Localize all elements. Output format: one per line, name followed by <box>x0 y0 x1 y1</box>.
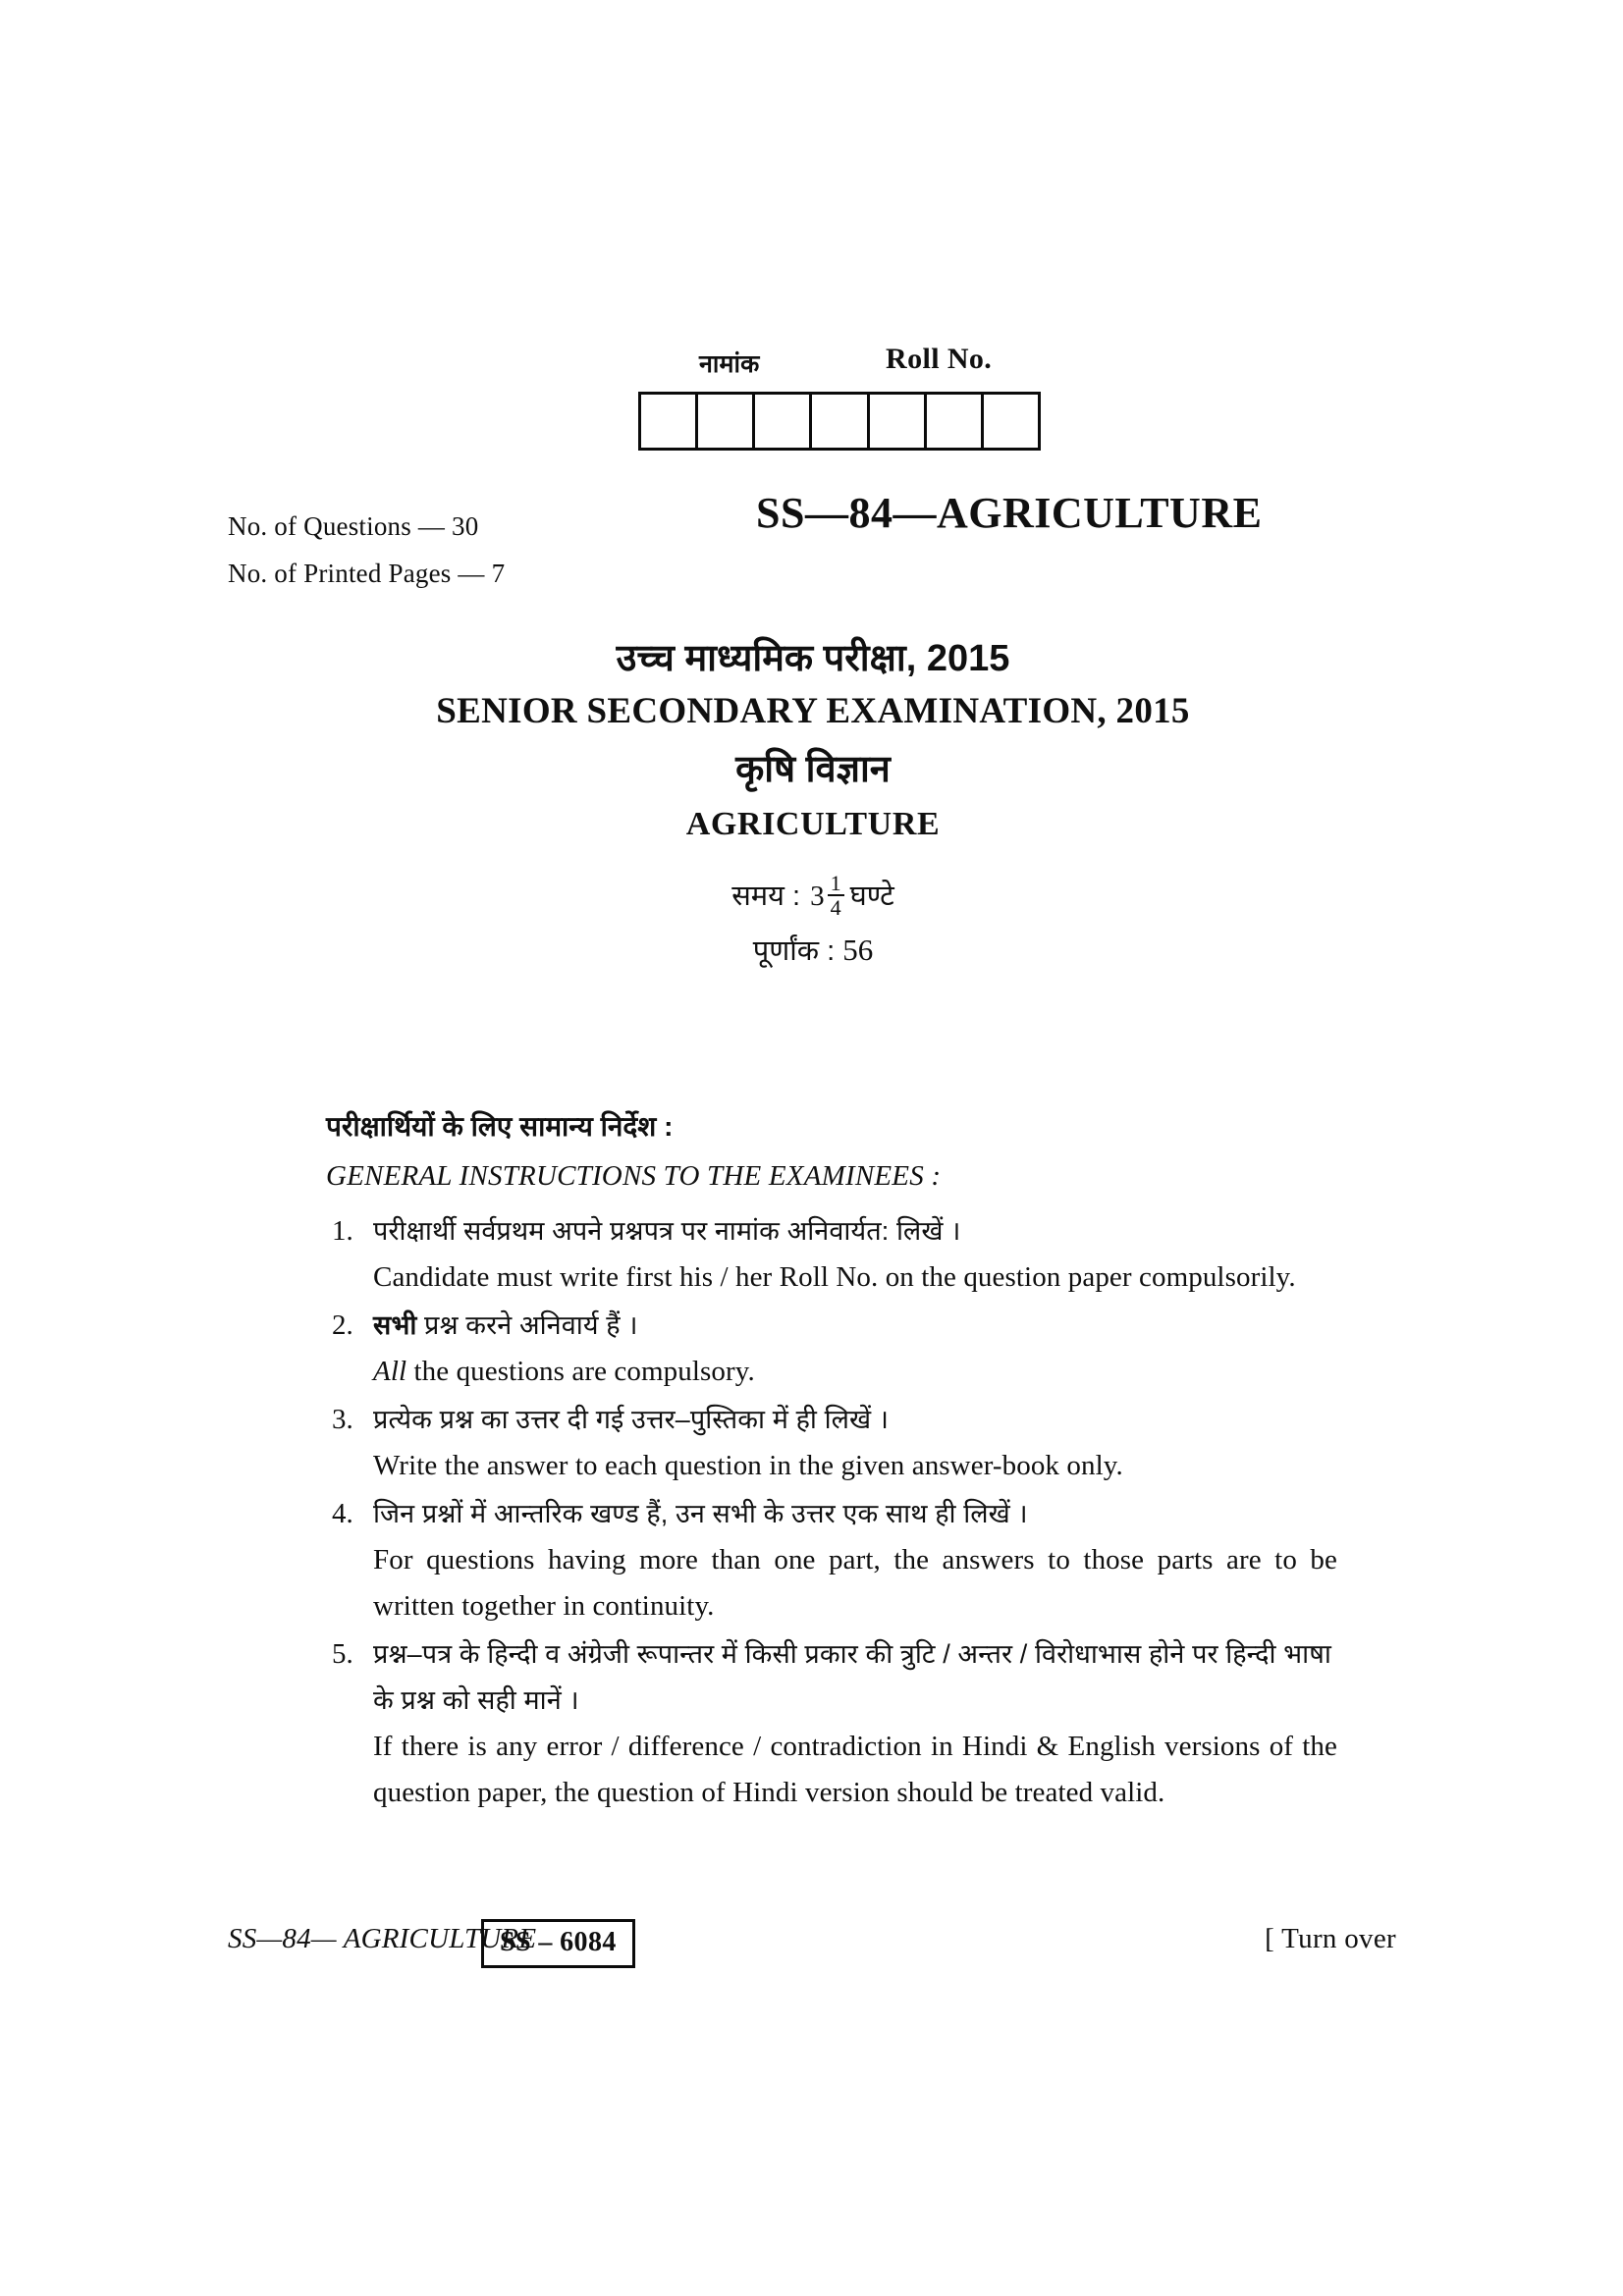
instruction-text-hindi: परीक्षार्थी सर्वप्रथम अपने प्रश्नपत्र पर नामांक अनिवार्यत: लिखें । <box>373 1216 961 1246</box>
no-of-printed-pages: No. of Printed Pages — 7 <box>228 559 506 588</box>
instruction-body <box>373 1631 1337 1816</box>
naamank-label: नामांक <box>699 350 760 378</box>
instruction-text-hindi: प्रश्न–पत्र के हिन्दी व अंग्रेजी रूपान्तर में किसी प्रकार की त्रुटि / अन्तर / विरोधाभास होने पर हिन्दी भाषा के प्रश्न को सही मानें । <box>373 1639 1331 1715</box>
instruction-text-english: If there is any error / difference / contradiction in Hindi & English versions of the question paper, the question of Hindi version should be treated valid. <box>373 1731 1337 1808</box>
paper-meta <box>228 503 505 597</box>
roll-number-cell[interactable] <box>984 395 1038 448</box>
footer-paper-code: SS – 6084 <box>481 1919 635 1968</box>
instruction-number: 1. <box>332 1215 353 1247</box>
roll-number-labels <box>638 343 1051 392</box>
instruction-english-emphasis: All <box>373 1356 407 1387</box>
instruction-hindi-rest: प्रश्न करने अनिवार्य हैं । <box>416 1310 638 1340</box>
roll-no-label: Roll No. <box>886 343 993 375</box>
time-whole-number: 3 <box>810 881 825 912</box>
roll-number-cell[interactable] <box>927 395 984 448</box>
time-fraction <box>828 872 844 919</box>
general-instructions <box>326 1104 1337 1818</box>
time-unit: घण्टे <box>849 881 894 912</box>
instruction-number: 2. <box>332 1309 353 1341</box>
paper-code-title: SS—84—AGRICULTURE <box>756 489 1263 537</box>
instruction-text-english: For questions having more than one part, the answers to those parts are to be written together in continuity. <box>373 1544 1337 1622</box>
no-of-questions: No. of Questions — 30 <box>228 511 479 541</box>
fraction-numerator: 1 <box>830 870 841 895</box>
instruction-number: 5. <box>332 1638 353 1670</box>
exam-title-hindi: उच्च माध्यमिक परीक्षा, 2015 <box>616 638 1010 679</box>
subject-title-hindi: कृषि विज्ञान <box>735 749 891 790</box>
instruction-text-hindi: जिन प्रश्नों में आन्तरिक खण्ड हैं, उन सभी के उत्तर एक साथ ही लिखें । <box>373 1499 1028 1528</box>
instruction-number: 4. <box>332 1498 353 1529</box>
instruction-item <box>326 1397 1337 1489</box>
roll-number-cell[interactable] <box>870 395 927 448</box>
exam-title-english: SENIOR SECONDARY EXAMINATION, 2015 <box>436 691 1190 731</box>
roll-number-grid[interactable] <box>638 392 1041 451</box>
roll-number-cell[interactable] <box>698 395 755 448</box>
title-block <box>229 633 1397 976</box>
instruction-english-rest: the questions are compulsory. <box>406 1356 755 1387</box>
instruction-body <box>373 1397 1337 1489</box>
subject-title-english: AGRICULTURE <box>685 806 941 842</box>
instruction-text-hindi: प्रत्येक प्रश्न का उत्तर दी गई उत्तर–पुस्तिका में ही लिखें । <box>373 1405 890 1434</box>
roll-number-cell[interactable] <box>641 395 698 448</box>
instruction-item <box>326 1303 1337 1395</box>
instruction-item <box>326 1631 1337 1816</box>
marks-label: पूर्णांक : <box>752 935 836 967</box>
maximum-marks <box>229 926 1397 976</box>
footer-turn-over: [ Turn over <box>1265 1923 1396 1954</box>
instruction-text-english: Write the answer to each question in the given answer-book only. <box>373 1450 1123 1481</box>
time-label: समय : <box>731 881 801 912</box>
instruction-body <box>373 1208 1337 1301</box>
instructions-heading-hindi: परीक्षार्थियों के लिए सामान्य निर्देश : <box>326 1111 674 1142</box>
instruction-text-hindi <box>373 1303 1337 1349</box>
instruction-number: 3. <box>332 1404 353 1435</box>
roll-number-cell[interactable] <box>812 395 869 448</box>
instruction-item <box>326 1491 1337 1629</box>
instruction-text-english <box>373 1349 1337 1395</box>
roll-number-cell[interactable] <box>755 395 812 448</box>
instruction-item <box>326 1208 1337 1301</box>
page-footer <box>228 1919 1396 1974</box>
marks-value: 56 <box>842 933 874 967</box>
instructions-heading-english: GENERAL INSTRUCTIONS TO THE EXAMINEES : <box>326 1160 942 1192</box>
fraction-denominator: 4 <box>828 894 844 919</box>
instruction-body <box>373 1491 1337 1629</box>
footer-paper-title: SS—84— AGRICULTURE <box>228 1923 537 1954</box>
time-allowed <box>229 871 1397 922</box>
instruction-hindi-emphasis: सभी <box>373 1310 417 1340</box>
instruction-text-english: Candidate must write first his / her Roll No. on the question paper compulsorily. <box>373 1261 1296 1293</box>
roll-number-section <box>638 343 1051 451</box>
instruction-body <box>373 1303 1337 1395</box>
